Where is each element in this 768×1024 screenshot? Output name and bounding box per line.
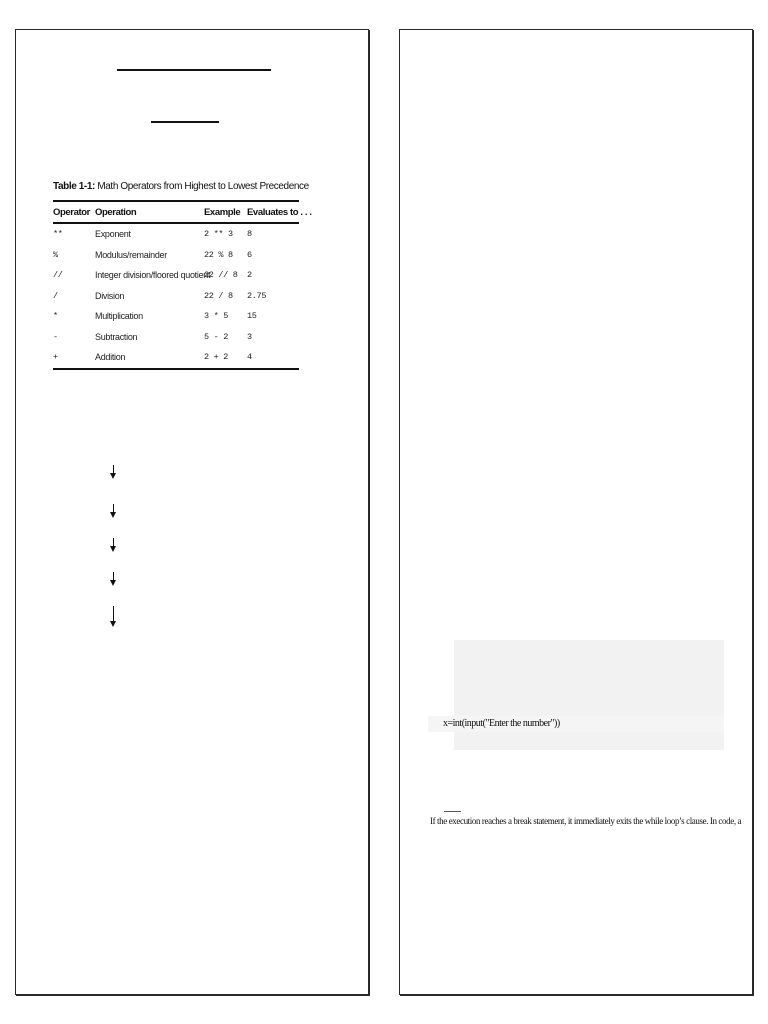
cell-operation: Subtraction — [95, 331, 138, 342]
operator-table — [53, 200, 312, 370]
cell-operator: + — [53, 352, 58, 363]
cell-example: 22 // 8 — [204, 270, 238, 281]
table-row — [53, 224, 299, 245]
cell-result: 8 — [247, 229, 252, 240]
cell-operator: ** — [53, 229, 63, 240]
table-caption-text: Math Operators from Highest to Lowest Precedence — [97, 181, 309, 192]
table-caption — [53, 181, 309, 192]
table-row — [53, 347, 299, 368]
table-caption-label: Table 1-1: — [53, 181, 95, 192]
cell-operation: Addition — [95, 352, 126, 363]
cell-operator: * — [53, 311, 58, 322]
cell-operation: Integer division/floored quotient — [95, 270, 211, 281]
left-page — [15, 29, 369, 995]
table-row — [53, 286, 299, 307]
cell-example: 22 % 8 — [204, 249, 233, 260]
table-row — [53, 265, 299, 286]
cell-operation: Exponent — [95, 229, 131, 240]
code-line: x=int(input("Enter the number")) — [443, 718, 560, 729]
table-row — [53, 306, 299, 327]
header-example: Example — [204, 206, 241, 218]
table-row — [53, 245, 299, 266]
cell-example: 3 * 5 — [204, 311, 229, 322]
subtitle-rule — [151, 121, 219, 123]
title-rule — [117, 69, 271, 71]
cell-operation: Modulus/remainder — [95, 249, 167, 260]
cell-result: 4 — [247, 352, 252, 363]
header-operation: Operation — [95, 206, 137, 218]
cell-example: 22 / 8 — [204, 290, 233, 301]
table-row — [53, 327, 299, 348]
cell-result: 15 — [247, 311, 257, 322]
table-header-row — [53, 202, 312, 222]
header-evaluates: Evaluates to . . . — [247, 206, 312, 218]
right-page — [399, 29, 753, 995]
paragraph-text: If the execution reaches a break statement, it immediately exits the while loop’s clause. In code, a — [430, 816, 742, 826]
cell-example: 2 + 2 — [204, 352, 229, 363]
cell-result: 3 — [247, 331, 252, 342]
header-operator: Operator — [53, 206, 90, 218]
cell-result: 2 — [247, 270, 252, 281]
cell-operator: % — [53, 249, 58, 260]
table-bottom-rule — [53, 368, 299, 370]
cell-operator: // — [53, 270, 63, 281]
cell-result: 2.75 — [247, 290, 267, 301]
cell-operator: / — [53, 290, 58, 301]
cell-example: 5 - 2 — [204, 331, 229, 342]
cell-example: 2 ** 3 — [204, 229, 233, 240]
cell-result: 6 — [247, 249, 252, 260]
cell-operator: - — [53, 331, 58, 342]
code-block — [454, 640, 724, 750]
cell-operation: Division — [95, 290, 125, 301]
cell-operation: Multiplication — [95, 311, 143, 322]
small-rule — [444, 811, 461, 812]
